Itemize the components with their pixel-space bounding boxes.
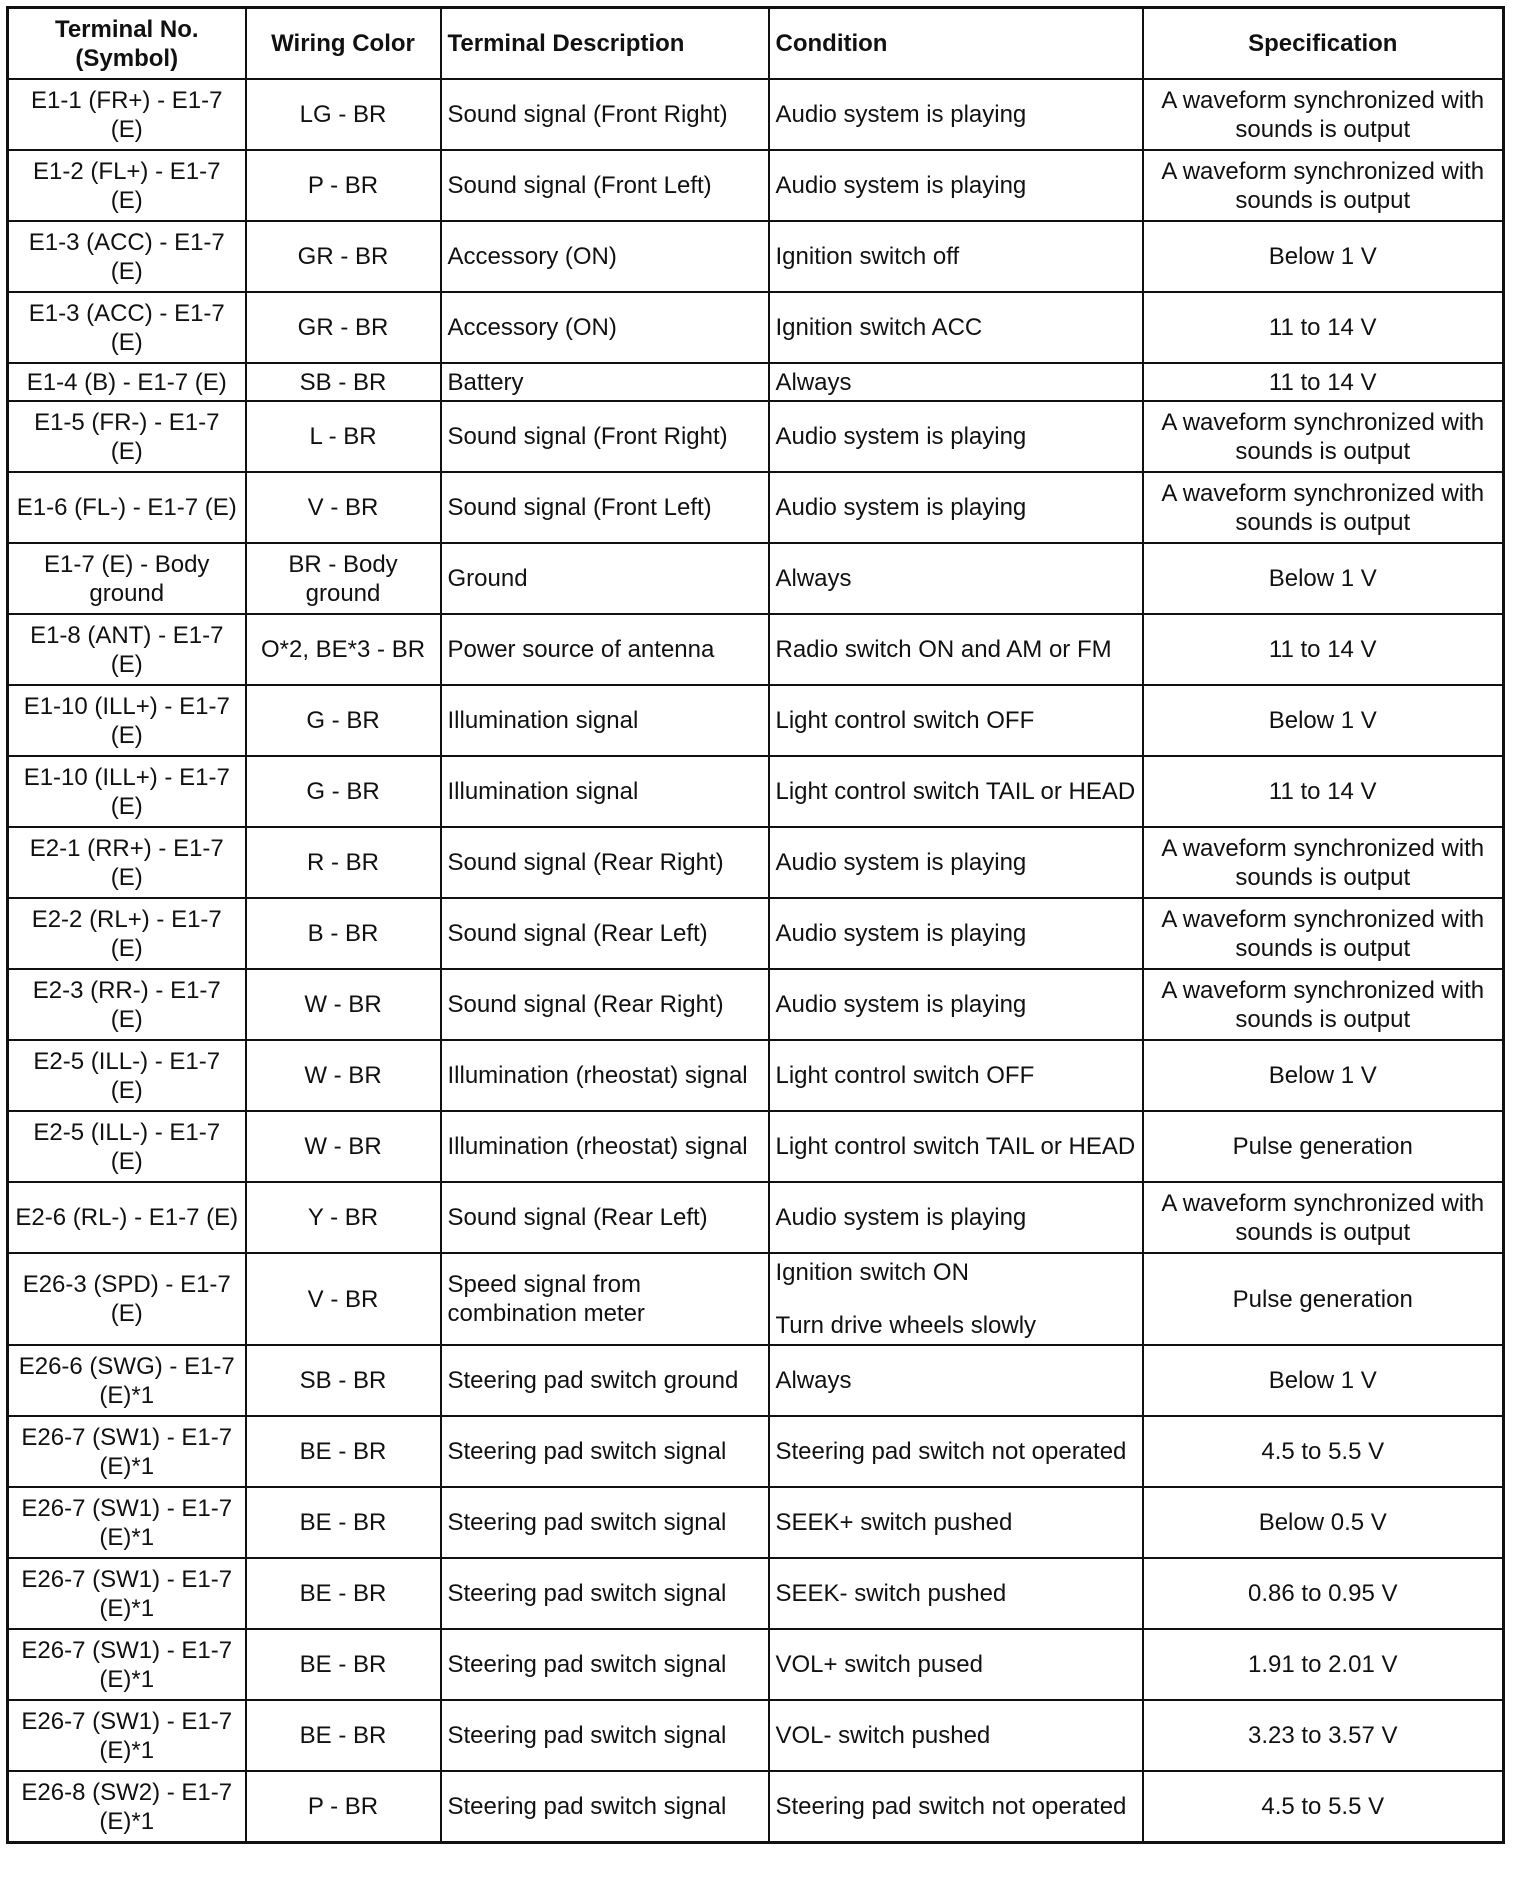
cell-description: Steering pad switch signal [441, 1416, 769, 1487]
condition-line: Audio system is playing [775, 1204, 1027, 1231]
cell-condition [769, 898, 1143, 969]
cell-specification: Below 1 V [1143, 543, 1504, 614]
table-row [8, 363, 1504, 401]
table-row [8, 1558, 1504, 1629]
condition-line: Ignition switch off [775, 243, 960, 270]
cell-wiring-color: R - BR [246, 827, 441, 898]
condition-line: Turn drive wheels slowly [775, 1312, 1037, 1339]
table-row [8, 1040, 1504, 1111]
table-row [8, 472, 1504, 543]
condition-line: Ignition switch ON [775, 1259, 969, 1286]
cell-terminal: E1-6 (FL-) - E1-7 (E) [8, 472, 246, 543]
cell-description: Illumination signal [441, 756, 769, 827]
cell-description: Steering pad switch signal [441, 1558, 769, 1629]
cell-condition [769, 401, 1143, 472]
cell-terminal: E1-3 (ACC) - E1-7 (E) [8, 221, 246, 292]
cell-condition [769, 221, 1143, 292]
cell-wiring-color: L - BR [246, 401, 441, 472]
cell-terminal: E26-7 (SW1) - E1-7 (E)*1 [8, 1487, 246, 1558]
condition-line: Light control switch OFF [775, 707, 1035, 734]
cell-specification: 11 to 14 V [1143, 292, 1504, 363]
cell-terminal: E1-10 (ILL+) - E1-7 (E) [8, 756, 246, 827]
cell-terminal: E1-2 (FL+) - E1-7 (E) [8, 150, 246, 221]
cell-condition [769, 969, 1143, 1040]
table-row [8, 898, 1504, 969]
header-terminal-description: Terminal Description [441, 8, 769, 80]
cell-condition [769, 1040, 1143, 1111]
cell-specification: A waveform synchronized with sounds is output [1143, 401, 1504, 472]
cell-wiring-color: Y - BR [246, 1182, 441, 1253]
cell-terminal: E26-8 (SW2) - E1-7 (E)*1 [8, 1771, 246, 1843]
cell-terminal: E1-5 (FR-) - E1-7 (E) [8, 401, 246, 472]
cell-wiring-color: BE - BR [246, 1416, 441, 1487]
cell-condition [769, 756, 1143, 827]
cell-condition [769, 1345, 1143, 1416]
cell-condition [769, 1771, 1143, 1843]
cell-specification: A waveform synchronized with sounds is output [1143, 898, 1504, 969]
cell-description: Illumination (rheostat) signal [441, 1111, 769, 1182]
table-row [8, 150, 1504, 221]
cell-terminal: E26-7 (SW1) - E1-7 (E)*1 [8, 1416, 246, 1487]
condition-line: Audio system is playing [775, 849, 1027, 876]
cell-specification: Below 1 V [1143, 685, 1504, 756]
condition-line: Audio system is playing [775, 920, 1027, 947]
cell-terminal: E1-10 (ILL+) - E1-7 (E) [8, 685, 246, 756]
cell-terminal: E1-4 (B) - E1-7 (E) [8, 363, 246, 401]
cell-description: Sound signal (Rear Right) [441, 827, 769, 898]
table-row [8, 543, 1504, 614]
table-row [8, 1771, 1504, 1843]
cell-condition [769, 1111, 1143, 1182]
cell-wiring-color: BE - BR [246, 1629, 441, 1700]
cell-wiring-color: V - BR [246, 1253, 441, 1345]
header-wiring-color: Wiring Color [246, 8, 441, 80]
cell-condition [769, 79, 1143, 150]
cell-terminal: E2-3 (RR-) - E1-7 (E) [8, 969, 246, 1040]
table-row [8, 969, 1504, 1040]
table-row [8, 756, 1504, 827]
cell-description: Sound signal (Front Right) [441, 401, 769, 472]
cell-terminal: E2-5 (ILL-) - E1-7 (E) [8, 1111, 246, 1182]
condition-line: VOL+ switch pused [775, 1651, 983, 1678]
cell-terminal: E1-8 (ANT) - E1-7 (E) [8, 614, 246, 685]
cell-wiring-color: GR - BR [246, 221, 441, 292]
cell-specification: 11 to 14 V [1143, 363, 1504, 401]
cell-description: Sound signal (Front Left) [441, 150, 769, 221]
table-row [8, 1182, 1504, 1253]
table-row [8, 1700, 1504, 1771]
cell-description: Steering pad switch signal [441, 1700, 769, 1771]
condition-line: SEEK+ switch pushed [775, 1509, 1013, 1536]
cell-condition [769, 472, 1143, 543]
condition-line: Always [775, 1367, 852, 1394]
cell-wiring-color: G - BR [246, 685, 441, 756]
cell-wiring-color: V - BR [246, 472, 441, 543]
condition-line: Audio system is playing [775, 172, 1027, 199]
cell-condition [769, 1558, 1143, 1629]
cell-description: Accessory (ON) [441, 292, 769, 363]
cell-specification: A waveform synchronized with sounds is output [1143, 827, 1504, 898]
cell-condition [769, 363, 1143, 401]
cell-wiring-color: P - BR [246, 150, 441, 221]
cell-condition [769, 1700, 1143, 1771]
cell-terminal: E2-6 (RL-) - E1-7 (E) [8, 1182, 246, 1253]
cell-description: Sound signal (Front Left) [441, 472, 769, 543]
header-condition: Condition [769, 8, 1143, 80]
cell-description: Steering pad switch signal [441, 1629, 769, 1700]
table-body [8, 79, 1504, 1843]
cell-description: Ground [441, 543, 769, 614]
cell-wiring-color: W - BR [246, 969, 441, 1040]
condition-line: Always [775, 565, 852, 592]
cell-condition [769, 1253, 1143, 1345]
cell-terminal: E26-3 (SPD) - E1-7 (E) [8, 1253, 246, 1345]
cell-condition [769, 1182, 1143, 1253]
cell-wiring-color: SB - BR [246, 1345, 441, 1416]
table-row [8, 1111, 1504, 1182]
cell-wiring-color: GR - BR [246, 292, 441, 363]
cell-condition [769, 1416, 1143, 1487]
cell-specification: A waveform synchronized with sounds is output [1143, 150, 1504, 221]
cell-specification: 0.86 to 0.95 V [1143, 1558, 1504, 1629]
cell-specification: A waveform synchronized with sounds is output [1143, 79, 1504, 150]
cell-wiring-color: P - BR [246, 1771, 441, 1843]
condition-line: Steering pad switch not operated [775, 1438, 1127, 1465]
condition-spacer [776, 1287, 1136, 1311]
cell-description: Accessory (ON) [441, 221, 769, 292]
cell-wiring-color: BR - Body ground [246, 543, 441, 614]
cell-specification: 4.5 to 5.5 V [1143, 1416, 1504, 1487]
cell-wiring-color: G - BR [246, 756, 441, 827]
cell-description: Sound signal (Rear Left) [441, 898, 769, 969]
table-row [8, 401, 1504, 472]
cell-terminal: E2-2 (RL+) - E1-7 (E) [8, 898, 246, 969]
header-terminal-no: Terminal No. (Symbol) [8, 8, 246, 80]
cell-description: Steering pad switch ground [441, 1345, 769, 1416]
table-header-row [8, 8, 1504, 80]
cell-wiring-color: W - BR [246, 1111, 441, 1182]
condition-line: SEEK- switch pushed [775, 1580, 1007, 1607]
header-specification: Specification [1143, 8, 1504, 80]
cell-terminal: E1-7 (E) - Body ground [8, 543, 246, 614]
condition-line: Radio switch ON and AM or FM [775, 636, 1112, 663]
cell-terminal: E26-7 (SW1) - E1-7 (E)*1 [8, 1629, 246, 1700]
table-row [8, 1416, 1504, 1487]
table-row [8, 79, 1504, 150]
cell-description: Illumination (rheostat) signal [441, 1040, 769, 1111]
cell-condition [769, 1487, 1143, 1558]
cell-description: Steering pad switch signal [441, 1487, 769, 1558]
cell-specification: Below 1 V [1143, 1040, 1504, 1111]
table-row [8, 1487, 1504, 1558]
table-row [8, 614, 1504, 685]
table-row [8, 292, 1504, 363]
condition-line: VOL- switch pushed [775, 1722, 991, 1749]
cell-specification: Pulse generation [1143, 1111, 1504, 1182]
cell-specification: Below 1 V [1143, 221, 1504, 292]
cell-condition [769, 292, 1143, 363]
condition-line: Always [775, 368, 852, 396]
table-row [8, 221, 1504, 292]
cell-description: Sound signal (Front Right) [441, 79, 769, 150]
cell-description: Battery [441, 363, 769, 401]
cell-terminal: E26-7 (SW1) - E1-7 (E)*1 [8, 1700, 246, 1771]
table-row [8, 1345, 1504, 1416]
cell-condition [769, 150, 1143, 221]
cell-wiring-color: BE - BR [246, 1558, 441, 1629]
condition-line: Ignition switch ACC [775, 314, 983, 341]
cell-terminal: E26-6 (SWG) - E1-7 (E)*1 [8, 1345, 246, 1416]
cell-specification: Below 0.5 V [1143, 1487, 1504, 1558]
cell-description: Steering pad switch signal [441, 1771, 769, 1843]
cell-condition [769, 1629, 1143, 1700]
cell-condition [769, 614, 1143, 685]
cell-specification: Pulse generation [1143, 1253, 1504, 1345]
cell-wiring-color: B - BR [246, 898, 441, 969]
cell-specification: 11 to 14 V [1143, 614, 1504, 685]
condition-line: Light control switch TAIL or HEAD [775, 1133, 1136, 1160]
cell-condition [769, 543, 1143, 614]
table-row [8, 1253, 1504, 1345]
cell-description: Illumination signal [441, 685, 769, 756]
condition-line: Audio system is playing [775, 101, 1027, 128]
cell-terminal: E2-1 (RR+) - E1-7 (E) [8, 827, 246, 898]
condition-line: Light control switch OFF [775, 1062, 1035, 1089]
terminal-spec-table [6, 6, 1505, 1844]
cell-specification: 11 to 14 V [1143, 756, 1504, 827]
cell-description: Sound signal (Rear Left) [441, 1182, 769, 1253]
cell-condition [769, 685, 1143, 756]
cell-specification: 3.23 to 3.57 V [1143, 1700, 1504, 1771]
cell-specification: 4.5 to 5.5 V [1143, 1771, 1504, 1843]
cell-condition [769, 827, 1143, 898]
table-row [8, 827, 1504, 898]
cell-wiring-color: BE - BR [246, 1487, 441, 1558]
cell-specification: 1.91 to 2.01 V [1143, 1629, 1504, 1700]
cell-wiring-color: SB - BR [246, 363, 441, 401]
cell-wiring-color: LG - BR [246, 79, 441, 150]
cell-wiring-color: BE - BR [246, 1700, 441, 1771]
cell-specification: A waveform synchronized with sounds is output [1143, 1182, 1504, 1253]
condition-line: Light control switch TAIL or HEAD [775, 778, 1136, 805]
cell-specification: Below 1 V [1143, 1345, 1504, 1416]
cell-terminal: E2-5 (ILL-) - E1-7 (E) [8, 1040, 246, 1111]
condition-line: Audio system is playing [775, 423, 1027, 450]
cell-description: Speed signal from combination meter [441, 1253, 769, 1345]
condition-line: Audio system is playing [775, 494, 1027, 521]
table-row [8, 685, 1504, 756]
table-row [8, 1629, 1504, 1700]
cell-specification: A waveform synchronized with sounds is output [1143, 969, 1504, 1040]
condition-line: Steering pad switch not operated [775, 1793, 1127, 1820]
cell-terminal: E1-3 (ACC) - E1-7 (E) [8, 292, 246, 363]
cell-specification: A waveform synchronized with sounds is output [1143, 472, 1504, 543]
cell-terminal: E26-7 (SW1) - E1-7 (E)*1 [8, 1558, 246, 1629]
condition-line: Audio system is playing [775, 991, 1027, 1018]
cell-wiring-color: O*2, BE*3 - BR [246, 614, 441, 685]
cell-description: Sound signal (Rear Right) [441, 969, 769, 1040]
cell-terminal: E1-1 (FR+) - E1-7 (E) [8, 79, 246, 150]
cell-description: Power source of antenna [441, 614, 769, 685]
cell-wiring-color: W - BR [246, 1040, 441, 1111]
